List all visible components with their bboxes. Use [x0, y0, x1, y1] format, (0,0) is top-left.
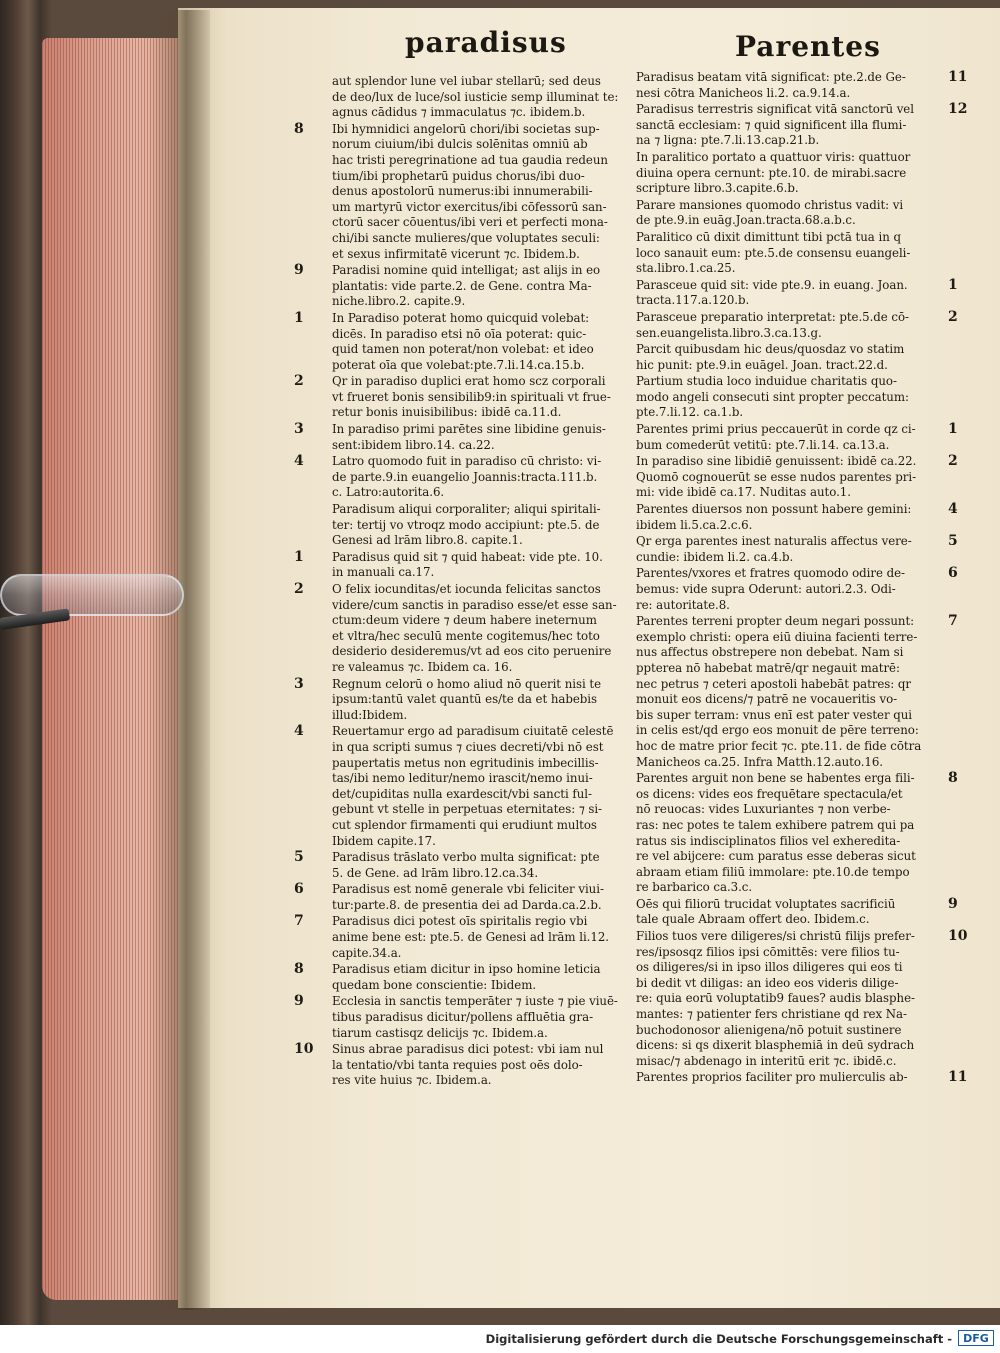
text-entry	[332, 502, 628, 549]
text-line: in qua scripti sumus ⁊ ciues decreti/vbi nō est	[332, 739, 604, 754]
entry-number: 1	[948, 276, 958, 293]
text-line: Ibidem capite.17.	[332, 833, 436, 848]
text-line: Parentes primi prius peccauerūt in corde qz ci-	[636, 422, 916, 437]
entry-number: 2	[294, 373, 304, 390]
text-line: videre/cum sanctis in paradiso esse/et esse san-	[332, 597, 617, 612]
text-entry	[636, 374, 948, 421]
text-line: Parasceue quid sit: vide pte.9. in euang. Joan.	[636, 277, 908, 292]
text-entry	[636, 150, 948, 197]
text-line: Paradisi nomine quid intelligat; ast alijs in eo	[332, 263, 601, 278]
text-entry	[636, 421, 958, 453]
text-line: et sexus infirmitatē vicerunt ⁊c. Ibidem.b.	[332, 246, 580, 261]
text-line: dicens: si qs dixerit blasphemiā in deū sydrach	[636, 1038, 915, 1053]
text-line: vt frueret bonis sensibilib9:in spirituali vt frue-	[332, 389, 611, 404]
entry-number: 4	[948, 501, 958, 518]
text-line: retur bonis inuisibilibus: ibidē ca.11.d.	[332, 405, 562, 420]
text-line: de parte.9.in euangelio Joannis:tracta.111.b.	[332, 469, 598, 484]
entry-number: 4	[294, 723, 304, 740]
entry-number: 10	[294, 1041, 314, 1058]
entry-number: 3	[294, 675, 304, 692]
text-entry	[636, 230, 948, 277]
text-line: tas/ibi nemo leditur/nemo irascit/nemo inui-	[332, 771, 593, 786]
text-line: Paradisum aliqui corporaliter; aliqui spiritali-	[332, 502, 601, 517]
text-line: Regnum celorū o homo aliud nō querit nisi te	[332, 676, 602, 691]
text-line: Paradisus beatam vitā significat: pte.2.de Ge-	[636, 70, 906, 84]
text-line: chi/ibi sancte mulieres/que voluptates seculi:	[332, 230, 600, 245]
text-line: nus affectus obstrepere non debebat. Nam si	[636, 645, 904, 660]
text-line: Latro quomodo fuit in paradiso cū christo: vi-	[332, 454, 602, 469]
text-line: bi dedit vt diligas: an ideo eos videris dilige-	[636, 975, 899, 990]
text-entry	[294, 120, 628, 262]
text-line: Manicheos ca.25. Infra Matth.12.auto.16.	[636, 754, 884, 769]
entry-number: 7	[294, 913, 304, 930]
text-line: monuit eos dicens/⁊ patrē ne vocaueritis vo-	[636, 692, 898, 707]
entry-number: 10	[948, 928, 968, 945]
entry-number: 2	[294, 581, 304, 597]
text-entry	[636, 1069, 968, 1086]
text-line: scripture libro.3.capite.6.b.	[636, 181, 799, 196]
text-line: de pte.9.in euāg.Joan.tracta.68.a.b.c.	[636, 213, 856, 228]
text-line: nō reuocas: vides Luxuriantes ⁊ non verbe-	[636, 802, 891, 817]
text-line: na ⁊ ligna: pte.7.li.13.cap.21.b.	[636, 133, 820, 148]
text-line: Parare mansiones quomodo christus vadit: vi	[636, 197, 904, 212]
text-line: 5. de Gene. ad lrām libro.12.ca.34.	[332, 865, 539, 880]
text-line: loco sanauit eum: pte.5.de consensu euangeli-	[636, 245, 911, 260]
text-entry	[636, 69, 968, 101]
text-entry	[636, 501, 958, 533]
dfg-logo: DFG	[958, 1330, 994, 1346]
text-entry	[294, 675, 628, 724]
entry-number: 1	[948, 421, 958, 438]
text-line: sta.libro.1.ca.25.	[636, 261, 736, 276]
text-line: ctum:deum videre ⁊ deum habere ineternum	[332, 613, 597, 628]
text-line: In Paradiso poterat homo quicquid volebat:	[332, 310, 590, 325]
text-line: Qr erga parentes inest naturalis affectus vere-	[636, 534, 912, 549]
entry-number: 12	[948, 101, 968, 118]
text-line: modo angeli consecuti sint propter peccatum:	[636, 389, 909, 404]
text-line: re vel abijcere: cum paratus esse deberas sicut	[636, 849, 916, 864]
entry-number: 8	[294, 120, 304, 137]
text-line: re: autoritate.8.	[636, 597, 730, 612]
text-line: Paradisus terrestris significat vitā sanctorū vel	[636, 102, 914, 117]
text-line: c. Latro:autorita.6.	[332, 485, 445, 500]
text-entry	[294, 581, 628, 676]
text-entry	[636, 613, 958, 770]
text-line: sanctā ecclesiam: ⁊ quid significent illa flumi-	[636, 117, 907, 132]
text-line: sent:ibidem libro.14. ca.22.	[332, 437, 495, 452]
text-line: Filios tuos vere diligeres/si christū filijs prefer-	[636, 929, 915, 944]
text-entry	[294, 262, 628, 310]
text-line: mantes: ⁊ patienter fers christiane qd rex Na-	[636, 1007, 907, 1022]
text-entry	[636, 453, 958, 501]
text-entry	[636, 565, 958, 613]
text-line: illud:Ibidem.	[332, 707, 408, 722]
text-line: hic punit: pte.9.in euāgel. Joan. tract.22.d.	[636, 357, 888, 372]
entry-number: 3	[294, 421, 304, 438]
text-entry	[636, 308, 958, 341]
text-line: tibus paradisus dicitur/pollens affluētia gra-	[332, 1010, 594, 1025]
text-line: desiderio desideremus/vt ad eos cito peruenire	[332, 644, 612, 659]
text-line: os dicens: vides eos frequētare spectacula/et	[636, 786, 903, 801]
entry-number: 7	[948, 613, 958, 630]
text-entry	[636, 533, 958, 565]
text-line: ras: nec potes te talem exhibere patrem qui pa	[636, 817, 915, 832]
text-line: Paradisus quid sit ⁊ quid habeat: vide pte. 10.	[332, 549, 603, 564]
text-line: de deo/lux de luce/sol iusticie semp illuminat te:	[332, 89, 619, 104]
entry-number: 5	[294, 849, 304, 866]
text-line: tiarum castisqz delicijs ⁊c. Ibidem.a.	[332, 1025, 548, 1040]
text-entry	[294, 309, 628, 373]
entry-number: 9	[294, 993, 304, 1010]
text-line: Paradisus etiam dicitur in ipso homine leticia	[332, 962, 601, 977]
text-line: quedam bone conscientie: Ibidem.	[332, 977, 537, 992]
text-entry	[332, 74, 628, 121]
text-line: Parcit quibusdam hic deus/quosdaz vo statim	[636, 342, 905, 357]
text-line: diuina opera cernunt: pte.10. de mirabi.sacre	[636, 165, 907, 180]
text-line: In paradiso primi parētes sine libidine genuis-	[332, 422, 606, 437]
text-line: Parentes proprios faciliter pro mulierculis ab-	[636, 1070, 908, 1085]
right-text-column	[636, 69, 968, 1087]
text-line: bum comederūt vetitū: pte.7.li.14. ca.13.a.	[636, 437, 890, 452]
text-entry	[294, 548, 628, 581]
entry-number: 11	[948, 69, 968, 85]
text-line: Parentes/vxores et fratres quomodo odire de-	[636, 566, 905, 581]
text-line: et vltra/hec seculū mente cogitemus/hec toto	[332, 628, 600, 643]
entry-number: 9	[948, 895, 958, 912]
text-line: Parentes arguit non bene se habentes erga fili-	[636, 771, 915, 786]
entry-number: 6	[294, 881, 304, 898]
text-line: os diligeres/si in ipso illos diligeres qui eos ti	[636, 960, 903, 975]
text-line: mi: vide ibidē ca.17. Nuditas auto.1.	[636, 485, 851, 500]
text-line: Qr in paradiso duplici erat homo scz corporali	[332, 374, 606, 389]
entry-number: 11	[948, 1069, 968, 1086]
text-line: Reuertamur ergo ad paradisum ciuitatē celestē	[332, 724, 614, 739]
text-entry	[636, 928, 968, 1069]
text-line: Ecclesia in sanctis temperāter ⁊ iuste ⁊ pie viuē-	[332, 994, 618, 1009]
text-line: exemplo christi: opera eiū diuina facienti terre-	[636, 629, 918, 644]
text-line: In paralitico portato a quattuor viris: quattuor	[636, 149, 911, 164]
text-entry	[294, 961, 628, 993]
text-entry	[294, 1041, 628, 1089]
text-entry	[636, 101, 968, 149]
text-line: poterat oīa que volebat:pte.7.li.14.ca.15.b.	[332, 357, 585, 372]
running-head-right: Parentes	[735, 30, 881, 63]
text-line: hac tristi peregrinatione ad tua gaudia redeun	[332, 152, 608, 167]
text-line: denus apostolorū numerus:ibi innumerabili-	[332, 184, 593, 199]
text-line: pte.7.li.12. ca.1.b.	[636, 405, 744, 420]
text-line: Parentes diuersos non possunt habere gemini:	[636, 502, 912, 517]
text-line: ter: tertij vo vtroqz modo accipiunt: pte.5. de	[332, 517, 600, 532]
entry-number: 4	[294, 453, 304, 470]
text-line: tracta.117.a.120.b.	[636, 293, 750, 308]
entry-number: 8	[948, 770, 958, 787]
page-clip	[0, 574, 184, 616]
text-line: bis super terram: vnus enī est pater vester qui	[636, 707, 913, 722]
text-line: buchodonosor alienigena/nō potuit sustinere	[636, 1022, 902, 1037]
text-line: ibidem li.5.ca.2.c.6.	[636, 517, 753, 532]
text-entry	[636, 770, 958, 896]
entry-number: 1	[294, 309, 304, 326]
text-line: bemus: vide supra Oderunt: autori.2.3. Odi-	[636, 582, 896, 596]
text-line: um martyrū victor exercitus/ibi cōfessorū san-	[332, 199, 607, 214]
text-line: ctorū sacer cōuentus/ibi veri et perfecti mona-	[332, 215, 608, 230]
text-line: cut splendor firmamenti qui erudiunt multos	[332, 817, 597, 832]
text-line: Partium studia loco induidue charitatis quo-	[636, 374, 897, 389]
text-line: re barbarico ca.3.c.	[636, 880, 753, 895]
text-line: re: quia eorū voluptatib9 faues? audis blasphe-	[636, 991, 915, 1006]
text-line: res vite huius ⁊c. Ibidem.a.	[332, 1073, 492, 1088]
text-line: tium/ibi prophetarū puidus chorus/ibi duo-	[332, 168, 585, 183]
text-line: agnus cādidus ⁊ immaculatus ⁊c. ibidem.b.	[332, 105, 586, 120]
text-line: ipsum:tantū valet quantū es/te da et habebis	[332, 692, 598, 707]
text-line: anime bene est: pte.5. de Genesi ad lrām li.12.	[332, 930, 609, 945]
text-line: ratus sis indisciplinatos filios vel exheredita-	[636, 833, 901, 848]
text-entry	[294, 881, 628, 913]
running-head-left: paradisus	[405, 26, 567, 59]
text-entry	[294, 913, 628, 961]
text-line: abraam etiam filiū immolare: pte.10.de tempo	[636, 864, 910, 879]
text-line: nesi cōtra Manicheos li.2. ca.9.14.a.	[636, 85, 851, 100]
text-line: quid tamen non poterat/non volebat: et ideo	[332, 342, 594, 357]
text-line: capite.34.a.	[332, 945, 402, 960]
text-line: la tentatio/vbi tanta requies post oēs dolo-	[332, 1057, 583, 1072]
entry-number: 8	[294, 961, 304, 978]
entry-number: 9	[294, 262, 304, 279]
book-gutter	[150, 10, 210, 1310]
text-entry	[294, 373, 628, 421]
text-line: aut splendor lune vel iubar stellarū; sed deus	[332, 74, 601, 88]
text-line: det/cupiditas nulla exardescit/vbi sancti ful-	[332, 786, 592, 801]
text-line: Ibi hymnidici angelorū chori/ibi societas sup-	[332, 121, 600, 136]
text-line: Paradisus dici potest oīs spiritalis regio vbi	[332, 914, 588, 929]
text-entry	[636, 198, 948, 229]
text-line: In paradiso sine libidiē genuissent: ibidē ca.22.	[636, 454, 917, 469]
text-line: gebunt vt stelle in perpetuas eternitates: ⁊ si-	[332, 802, 602, 817]
text-line: re valeamus ⁊c. Ibidem ca. 16.	[332, 659, 513, 674]
entry-number: 1	[294, 548, 304, 565]
text-line: Sinus abrae paradisus dici potest: vbi iam nul	[332, 1042, 604, 1057]
entry-number: 2	[948, 308, 958, 325]
text-line: ppterea nō habebat matrē/qr negauit matrē:	[636, 660, 900, 675]
text-entry	[294, 723, 628, 849]
text-line: nec petrus ⁊ ceteri apostoli habebāt patres: qr	[636, 676, 912, 691]
text-line: Oēs qui filiorū trucidat voluptates sacrificiū	[636, 896, 896, 911]
text-line: Quomō cognouerūt se esse nudos parentes pri-	[636, 469, 917, 484]
text-line: tur:parte.8. de presentia dei ad Darda.ca.2.b.	[332, 897, 602, 912]
left-text-column	[294, 74, 628, 1090]
text-entry	[636, 276, 958, 309]
text-line: hoc de matre prior fecit ⁊c. pte.11. de fide cōtra	[636, 738, 922, 753]
text-line: Paradisus est nomē generale vbi feliciter viui-	[332, 882, 604, 897]
text-line: niche.libro.2. capite.9.	[332, 294, 466, 309]
entry-number: 5	[948, 533, 958, 550]
entry-number: 2	[948, 453, 958, 470]
text-line: paupertatis metus non egritudinis imbecillis-	[332, 755, 599, 770]
text-line: cundie: ibidem li.2. ca.4.b.	[636, 549, 794, 564]
text-line: in manuali ca.17.	[332, 565, 435, 580]
funding-credit: Digitalisierung gefördert durch die Deutsche Forschungsgemeinschaft -	[485, 1332, 952, 1346]
text-line: dicēs. In paradiso etsi nō oīa poterat: quic-	[332, 326, 587, 341]
text-line: plantatis: vide parte.2. de Gene. contra Ma-	[332, 278, 592, 293]
text-line: O felix iocunditas/et iocunda felicitas sanctos	[332, 582, 601, 596]
text-line: Parentes terreni propter deum negari possunt:	[636, 614, 915, 629]
text-entry	[294, 849, 628, 881]
text-line: res/ipsosqz filios ipsi cōmittēs: vere filios tu-	[636, 944, 900, 959]
text-line: Paradisus trāslato verbo multa significat: pte	[332, 850, 600, 865]
text-line: Parasceue preparatio interpretat: pte.5.de cō-	[636, 309, 909, 324]
text-line: Paralitico cū dixit dimittunt tibi pctā tua in q	[636, 229, 901, 244]
text-entry	[294, 993, 628, 1041]
text-entry	[636, 895, 958, 928]
text-entry	[294, 453, 628, 501]
text-line: Genesi ad lrām libro.8. capite.1.	[332, 533, 523, 548]
text-line: norum ciuium/ibi dulcis solēnitas omniū ab	[332, 137, 588, 152]
text-entry	[636, 342, 948, 373]
text-line: misac/⁊ abdenago in interitū erit ⁊c. ibidē.c.	[636, 1053, 897, 1068]
text-line: in celis est/qd ergo eos monuit de pēre terreno:	[636, 723, 919, 738]
text-entry	[294, 421, 628, 453]
text-line: tale quale Abraam offert deo. Ibidem.c.	[636, 912, 870, 927]
entry-number: 6	[948, 565, 958, 582]
text-line: sen.euangelista.libro.3.ca.13.g.	[636, 325, 822, 340]
